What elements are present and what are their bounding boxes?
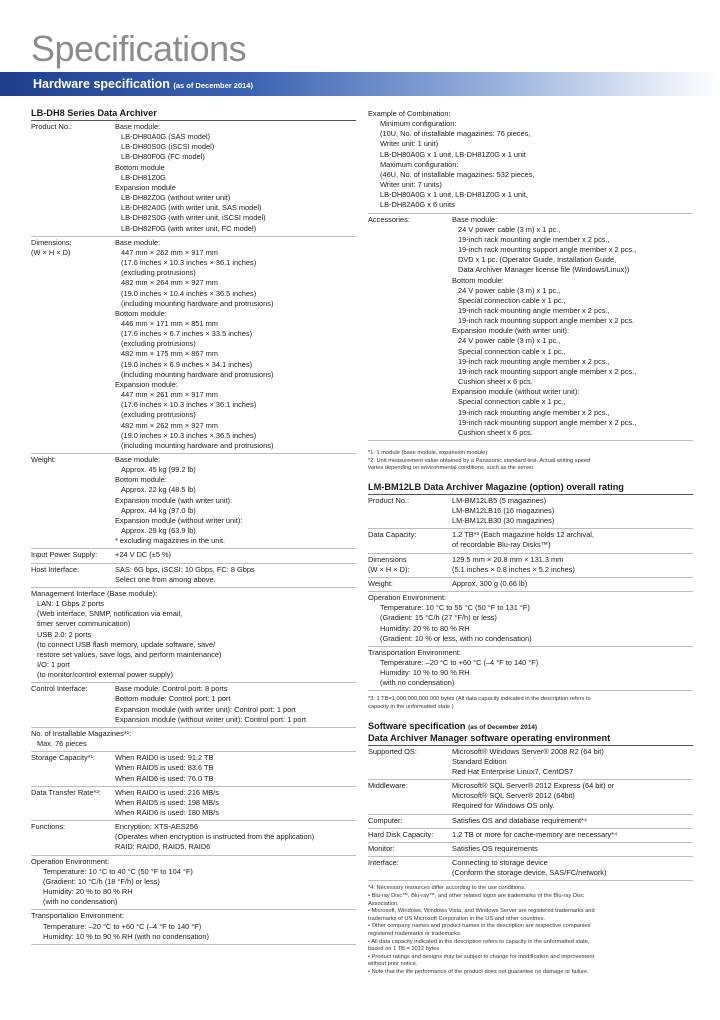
spec-value-cell [452,858,693,878]
spec-label: Computer: [368,815,403,825]
spec-value-line: (19.0 inches × 6.9 inches × 34.1 inches) [121,359,253,369]
spec-label: Interface: [368,858,399,868]
spec-value-line: 24 V power cable (3 m) x 1 pc., [458,224,561,234]
spec-value-cell [452,215,693,438]
spec-value-line: Approx. 300 g (0.66 lb) [452,578,528,588]
spec-value-line: DVD x 1 pc. (Operator Guide, Installation Guide, [458,255,617,265]
spec-label: Accessories: [368,214,410,224]
spec-value-line: Maximum configuration: [380,159,459,169]
spec-value-line: (to monitor/control external power supply) [37,670,173,680]
spec-label: Operation Environment: [31,856,110,866]
spec-label: Monitor: [368,843,395,853]
spec-value-line: 19-inch rack mounting support angle member x 2 pcs., [458,245,637,255]
spec-value-line: timer server communication) [37,619,131,629]
spec-value-line: Base module: [115,122,161,131]
footnote-line: varies depending on environmental conditions, such as the server. [368,465,535,472]
page-title: Specifications [31,28,247,69]
spec-value-line: Expansion module (without writer unit): [115,515,243,525]
spec-row [31,728,356,752]
spec-value-cell [115,122,356,234]
spec-value-line: Expansion module (without writer unit): Control port: 1 port [115,714,307,724]
spec-label-cell [368,579,452,589]
spec-value-line: LM-BM12LB16 (16 magazines) [452,505,555,515]
spec-label-cell [31,238,115,451]
spec-value-line: Temperature: –20 °C to +60 °C (–4 °F to 140 °F) [43,921,202,931]
spec-value-cell [115,455,356,546]
spec-value-line: 482 mm × 262 mm × 927 mm [121,420,218,430]
spec-value-line: 19-inch rack mounting angle member x 2 pcs., [458,305,610,315]
spec-value-line: 482 mm × 175 mm × 867 mm [121,349,218,359]
spec-label-cell [31,565,115,585]
spec-value-line: LB-DH82A0G (with writer unit, SAS model) [121,203,262,213]
spec-row [368,647,693,692]
spec-label-cell [31,822,115,852]
spec-value-line: +24 V DC (±5 %) [115,550,172,560]
spec-value-line: LB-DH81Z0G [121,172,166,182]
footnote-line: • Product ratings and designs may be subject to change for modification and improvement [368,953,595,960]
spec-value-line: 19-inch rack mounting angle member x 2 pcs., [458,356,610,366]
spec-row [31,683,356,728]
spec-value-line: (Web interface, SNMP, notification via email, [37,609,183,619]
spec-value-line: Writer unit: 1 unit) [380,139,439,149]
footnote-line: Association. [368,900,399,907]
spec-label: Storage Capacity*¹: [31,753,96,763]
spec-value-line: Expansion module [115,182,176,192]
spec-value-cell [115,684,356,725]
spec-value-line: Satisfies OS and database requirement*⁴ [452,815,588,825]
spec-label-cell [368,781,452,811]
spec-value-line: 19-inch rack mounting support angle member x 2 pcs., [458,417,637,427]
spec-value-line: Expansion module (without writer unit): [452,387,580,397]
spec-row [368,746,693,780]
spec-value-line: Encryption: XTS-AES256 [115,822,198,832]
footnote-line: registered trademarks or trademarks. [368,930,462,937]
spec-value-line: LB-DH82F0G (with writer unit, FC model) [121,223,257,233]
spec-value-line: * excluding magazines in the unit. [115,536,226,546]
spec-row [31,549,356,563]
spec-value-line: Expansion module: [115,379,178,389]
magazine-footnotes [368,696,693,711]
spec-value-line: LB-DH82Z0G (without writer unit) [121,193,231,203]
spec-row [368,815,693,829]
spec-row [31,588,356,683]
spec-row [368,108,693,214]
spec-row [31,121,356,237]
spec-value-cell [115,550,356,560]
spec-value-cell [452,844,693,854]
spec-value-line: Humidity: 10 % to 90 % RH [380,668,470,678]
spec-row [368,214,693,441]
spec-value-line: 129.5 mm × 20.8 mm × 131.3 mm [452,554,564,564]
spec-value-line: Base module: [115,455,161,464]
spec-value-line: Expansion module (with writer unit): Control port: 1 port [115,704,296,714]
spec-row [368,857,693,881]
spec-row [31,787,356,821]
spec-label-cell [31,684,115,725]
spec-value-line: LB-DH80F0G (FC model) [121,152,205,162]
spec-value-line: (excluding protrusions) [121,410,196,420]
spec-value-line: LB-DH80A0G x 1 unit, LB-DH81Z0G x 1 unit, [380,190,528,200]
spec-label: Supported OS: [368,746,417,756]
footnote-line: trademarks of US Microsoft Corporation in the US and other countries. [368,915,546,922]
spec-row [368,578,693,592]
spec-row [31,564,356,588]
spec-value-line: 19-inch rack mounting angle member x 2 pcs., [458,234,610,244]
spec-label: Middleware: [368,781,408,791]
spec-value-line: (17.6 inches × 10.3 inches × 36.1 inches) [121,258,257,268]
software-heading-text: Software specification [368,720,466,731]
spec-label: Operation Environment: [368,593,447,603]
spec-value-line: Temperature: 10 °C to 40 °C (50 °F to 104 °F) [43,866,193,876]
banner-title [33,77,253,91]
spec-label-cell [368,555,452,575]
spec-value-line: Approx. 22 kg (48.5 lb) [121,485,196,495]
spec-value-line: (to connect USB flash memory, update software, save/ [37,639,216,649]
legal-notes [368,885,693,976]
spec-value-cell [452,555,693,575]
spec-value-line: 446 mm × 171 mm × 851 mm [121,318,218,328]
hardware-spec-banner [0,72,720,96]
banner-title-text: Hardware specification [33,77,170,91]
spec-value-line: Humidity: 20 % to 80 % RH [43,887,133,897]
spec-value-line: Bottom module: [115,308,167,318]
spec-value-line: Bottom module [115,162,165,172]
spec-value-line: Base module: Control port: 8 ports [115,684,228,694]
spec-row [368,592,693,647]
spec-label: Product No.: [31,122,73,131]
spec-value-line: Max. 76 pieces [37,739,87,749]
spec-value-line: Select one from among above. [115,574,216,584]
archiver-spec-table-continued [368,108,693,441]
spec-label: Dimensions: [31,237,72,247]
spec-value-line: Microsoft® SQL Server® 2012 (64bit) [452,791,575,801]
spec-value-line: LB-DH80S0G (iSCSI model) [121,142,215,152]
spec-row [31,821,356,855]
spec-value-cell [452,781,693,811]
spec-value-line: (46U, No. of installable magazines: 532 pieces, [380,169,535,179]
spec-value-line: 482 mm × 264 mm × 927 mm [121,278,218,288]
spec-value-line: When RAID5 is used: 198 MB/s [115,797,219,807]
spec-value-line: Humidity: 10 % to 90 % RH (with no condensation) [43,931,209,941]
spec-value-line: LB-DH80A0G x 1 unit, LB-DH81Z0G x 1 unit [380,149,526,159]
spec-value-line: Special connection cable x 1 pc., [458,346,566,356]
footnote-line: • Blu-ray Disc™, Blu-ray™, and other related logos are trademarks of the Blu-ray Disc [368,892,584,899]
spec-value-line: RAID: RAID0, RAID5, RAID6 [115,842,211,852]
footnote-line: • Other company names and product names in the description are respective companies' [368,923,592,930]
spec-value-line: LB-DH82S0G (with writer unit, iSCSI model) [121,213,266,223]
right-column [368,108,693,976]
spec-value-line: (excluding protrusions) [121,268,196,278]
spec-value-line: LB-DH82A0G x 6 units [380,200,455,210]
spec-value-line: 1.2 TB*³ (Each magazine holds 12 archival, [452,530,595,540]
spec-value-line: USB 2.0: 2 ports [37,629,92,639]
spec-label-cell [31,753,115,783]
spec-label: Host Interface: [31,564,80,574]
spec-value-cell [115,753,356,783]
spec-value-cell [115,822,356,852]
spec-value-line: When RAID6 is used: 180 MB/s [115,808,219,817]
spec-value-line: Cushion sheet x 6 pcs. [458,427,533,437]
spec-value-line: (10U, No. of installable magazines: 76 pieces, [380,129,531,139]
spec-value-line: (excluding protrusions) [121,339,196,349]
spec-value-line: LAN: 1 Gbps 2 ports [37,599,104,609]
spec-value-line: Satisfies OS requirements [452,843,538,853]
spec-value-line: Temperature: 10 °C to 55 °C (50 °F to 131 °F) [380,603,530,613]
spec-row [31,910,356,944]
spec-value-line: 447 mm × 261 mm × 917 mm [121,390,218,400]
spec-value-line: When RAID6 is used: 76.0 TB [115,773,214,783]
spec-value-line: 19-inch rack mounting support angle member x 2 pcs. [458,316,635,326]
spec-value-line: Microsoft® Windows Server® 2008 R2 (64 bit) [452,746,604,756]
spec-value-line: Required for Windows OS only. [452,801,555,811]
spec-value-line: Red Hat Enterprise Linux7, CentOS7 [452,766,574,776]
spec-label: Product No.: [368,495,410,505]
magazine-heading: LM-BM12LB Data Archiver Magazine (option) overall rating [368,482,693,495]
spec-value-line: (including mounting hardware and protrusions) [121,369,274,379]
spec-value-line: (Operates when encryption is instructed from the application) [115,832,315,842]
spec-label-cell [31,455,115,546]
spec-value-line: (Gradient: 10 % or less, with no condensation) [380,633,532,643]
spec-value-line: Expansion module (with writer unit): [452,326,570,336]
spec-value-cell [115,788,356,818]
banner-subtitle: (as of December 2014) [173,81,253,90]
spec-label-cell [368,530,452,550]
spec-value-line: Data Archiver Manager license file (Windows/Linux)) [458,265,630,275]
spec-value-cell [452,816,693,826]
spec-value-cell [115,238,356,451]
spec-value-cell [452,830,693,840]
spec-label: Weight: [31,455,56,464]
spec-label: Transportation Environment: [31,911,124,921]
spec-label-cell [368,747,452,777]
spec-value-line: 447 mm × 262 mm × 917 mm [121,247,218,257]
footnote-line: • Note that the life performance of the product does not guarantee no damage or failure. [368,968,589,975]
spec-label-cell [368,844,452,854]
spec-value-line: (Gradient: 15 °C/h (27 °F/h) or less) [380,613,497,623]
spec-value-line: Humidity: 20 % to 80 % RH [380,623,470,633]
spec-value-line: 24 V power cable (3 m) x 1 pc., [458,336,561,346]
spec-row [31,237,356,454]
spec-row [368,843,693,857]
archiver-footnotes [368,450,693,473]
spec-value-line: When RAID5 is used: 83.6 TB [115,763,214,773]
archiver-heading: LB-DH8 Series Data Archiver [31,108,356,121]
spec-value-line: When RAID0 is used: 91.2 TB [115,753,214,763]
spec-value-line: Bottom module: [452,275,504,285]
software-subheading: Data Archiver Manager software operating environment [368,733,693,746]
footnote-line: • All data capacity indicated in the description refers to capacity in the unformatted state, [368,938,590,945]
footnote-line: *1: 1 module (base module, expansion module) [368,450,488,456]
spec-value-line: Special connection cable x 1 pc., [458,397,566,407]
spec-row [368,529,693,553]
spec-row [31,454,356,549]
spec-value-line: 19-inch rack mounting angle member x 2 pcs., [458,407,610,417]
spec-value-line: Minimum configuration: [380,119,457,129]
spec-value-line: (Conform the storage device, SAS/FC/network) [452,868,607,878]
spec-value-line: Writer unit: 7 units) [380,180,442,190]
software-spec-table [368,746,693,882]
spec-value-line: restore set values, save logs, and perform maintenance) [37,649,222,659]
spec-value-cell [452,496,693,526]
spec-value-line: Standard Edition [452,756,507,766]
spec-value-line: Microsoft® SQL Server® 2012 Express (64 bit) or [452,781,615,791]
spec-value-line: Cushion sheet x 6 pcs. [458,377,533,387]
spec-value-cell [452,530,693,550]
spec-value-line: (with no condensation) [380,678,455,688]
spec-label-cell [368,496,452,526]
spec-value-line: SAS: 6G bps, iSCSI: 10 Gbps, FC: 8 Gbps [115,564,255,574]
spec-label: Example of Combination: [368,109,451,118]
spec-value-line: (19.0 inches × 10.3 inches × 36.5 inches) [121,430,257,440]
spec-row [368,554,693,578]
spec-label: Hard Disk Capacity: [368,829,434,839]
spec-label: Dimensions [368,554,407,564]
spec-value-line: (5.1 inches × 0.8 inches × 5.2 inches) [452,564,575,574]
spec-value-line: (Gradient: 10 °C/h (18 °F/h) or less) [43,876,160,886]
spec-value-cell [452,579,693,589]
spec-label-cell [368,816,452,826]
spec-label: Management Interface (Base module): [31,588,158,598]
spec-label: Input Power Supply: [31,550,98,560]
spec-label-cell [368,215,452,438]
spec-label-cell [31,788,115,818]
spec-label-cell [368,830,452,840]
spec-value-line: (19.0 inches × 10.4 inches × 36.5 inches) [121,288,257,298]
spec-value-line: LB-DH80A0G (SAS model) [121,132,211,142]
spec-value-line: (17.6 inches × 10.3 inches × 36.1 inches) [121,400,257,410]
spec-value-line: Base module: [115,237,161,247]
spec-value-line: (17.6 inches × 6.7 inches × 33.5 inches) [121,329,253,339]
spec-value-line: Expansion module (with writer unit): [115,495,233,505]
spec-label: Data Capacity: [368,530,417,540]
magazine-spec-table [368,495,693,692]
spec-row [368,829,693,843]
spec-value-line: (with no condensation) [43,897,118,907]
footnote-line: • Microsoft, Windows, Windows Vista, and Windows Server are registered trademarks and [368,908,595,915]
footnote-line: without prior notice. [368,961,418,968]
footnote-line: *4: Necessary resources differ according to the use conditions. [368,885,526,892]
spec-label: Functions: [31,822,66,832]
spec-value-line: (including mounting hardware and protrusions) [121,298,274,308]
spec-value-cell [115,565,356,585]
spec-value-line: 19-inch rack mounting support angle member x 2 pcs., [458,366,637,376]
spec-label: (W × H × D) [31,247,71,257]
spec-label: Data Transfer Rate*²: [31,787,101,797]
spec-value-line: Base module: [452,214,498,224]
spec-value-line: I/O: 1 port [37,659,70,669]
spec-value-cell [452,747,693,777]
spec-value-line: Approx. 44 kg (97.0 lb) [121,505,196,515]
footnote-line: *3: 1 TB=1,000,000,000,000 bytes (All data capacity indicated in the description refers to [368,696,591,703]
spec-label: (W × H × D): [368,564,410,574]
spec-label-cell [31,550,115,560]
spec-value-line: Special connection cable x 1 pc., [458,295,566,305]
spec-value-line: Approx. 45 kg (99.2 lb) [121,465,196,475]
spec-row [31,856,356,911]
spec-value-line: When RAID0 is used: 216 MB/s [115,787,219,797]
spec-row [368,780,693,814]
spec-value-line: Bottom module: Control port: 1 port [115,694,231,704]
spec-value-line: Connecting to storage device [452,858,548,868]
spec-value-line: of recordable Blu-ray Disks™) [452,540,551,550]
spec-value-line: LM-BM12LB30 (30 magazines) [452,516,555,526]
spec-label: Weight: [368,578,393,588]
footnote-line: capacity in the unformatted state.) [368,704,454,711]
spec-value-line: Approx. 29 kg (63.9 lb) [121,526,196,536]
spec-label-cell [31,122,115,234]
spec-row [31,752,356,786]
spec-value-line: (including mounting hardware and protrusions) [121,440,274,450]
spec-label: No. of Installable Magazines*¹: [31,728,132,738]
spec-label-cell [368,858,452,878]
archiver-spec-table [31,121,356,945]
spec-value-line: Temperature: –20 °C to +60 °C (–4 °F to 140 °F) [380,657,539,667]
software-heading [368,721,693,733]
left-column [31,108,356,945]
spec-value-line: 24 V power cable (3 m) x 1 pc., [458,285,561,295]
spec-value-line: Bottom module: [115,475,167,485]
footnote-line: based on 1 TB = 1012 bytes. [368,946,441,953]
spec-label: Control Interface: [31,684,88,694]
software-heading-date: (as of December 2014) [468,723,538,731]
spec-value-line: LM-BM12LB5 (5 magazines) [452,495,547,505]
footnote-line: *2: Unit measurement value obtained by a Panasonic standard test. Actual writing speed [368,457,591,464]
spec-label: Transportation Environment: [368,647,461,657]
spec-row [368,495,693,529]
spec-value-line: 1.2 TB or more for cache-memory are necessary*⁴ [452,829,618,839]
